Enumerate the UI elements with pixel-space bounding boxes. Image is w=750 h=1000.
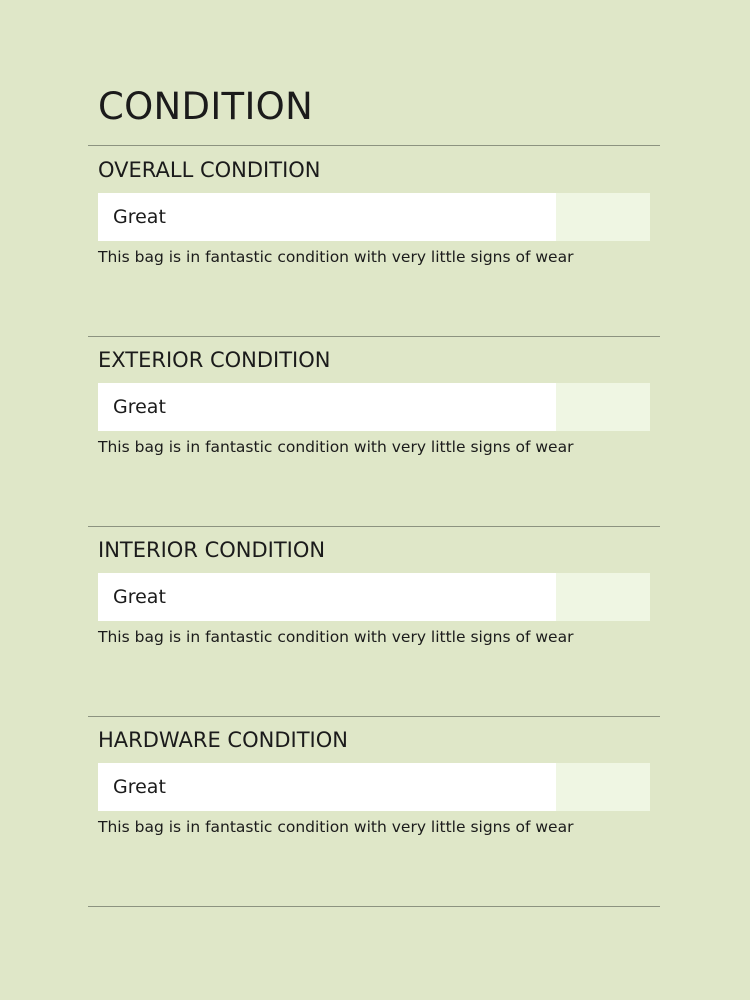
condition-rating-bar [98,193,650,241]
section-heading: EXTERIOR CONDITION [98,348,331,372]
condition-description: This bag is in fantastic condition with very little signs of wear [98,818,574,836]
rating-label: Great [113,776,166,798]
divider [88,906,660,907]
condition-description: This bag is in fantastic condition with very little signs of wear [98,628,574,646]
section-heading: OVERALL CONDITION [98,158,321,182]
rating-fill [98,383,556,431]
rating-fill [98,763,556,811]
condition-rating-bar [98,763,650,811]
condition-rating-bar [98,383,650,431]
rating-label: Great [113,206,166,228]
rating-fill [98,573,556,621]
section-heading: HARDWARE CONDITION [98,728,348,752]
rating-fill [98,193,556,241]
condition-rating-bar [98,573,650,621]
overall-condition-section [0,145,750,265]
hardware-condition-section [0,715,750,835]
page-title: CONDITION [98,85,314,128]
condition-description: This bag is in fantastic condition with very little signs of wear [98,248,574,266]
rating-label: Great [113,396,166,418]
section-heading: INTERIOR CONDITION [98,538,326,562]
condition-description: This bag is in fantastic condition with very little signs of wear [98,438,574,456]
rating-label: Great [113,586,166,608]
interior-condition-section [0,525,750,645]
exterior-condition-section [0,335,750,455]
